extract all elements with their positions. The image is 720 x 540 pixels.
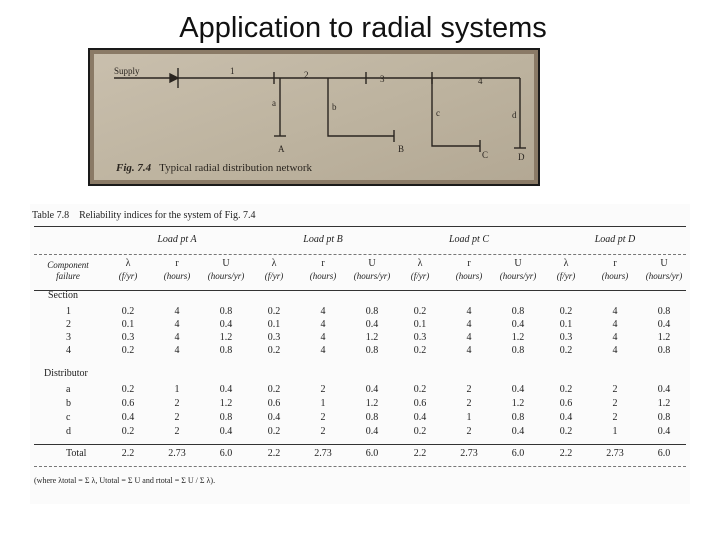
distributor-label-b: b <box>332 102 337 112</box>
total-row-cell: 2.2 <box>121 448 135 459</box>
component-header-line1: Component <box>47 260 89 270</box>
distributor-row-cell: 2 <box>174 426 180 437</box>
distributor-row-cell: 0.2 <box>267 426 281 437</box>
section-row-cell: 0.1 <box>413 319 427 330</box>
distributor-row-cell: 0.4 <box>511 384 525 395</box>
section-row-cell: 4 <box>612 319 618 330</box>
table-caption-label: Table 7.8 <box>32 210 70 221</box>
distributor-row-cell: 1 <box>174 384 180 395</box>
unit-label: (hours/yr) <box>645 271 683 281</box>
distributor-row-cell: 1.2 <box>219 398 233 409</box>
distributor-row-cell: 0.2 <box>413 384 427 395</box>
section-row-cell: 4 <box>612 332 618 343</box>
section-row-cell: 0.4 <box>219 319 233 330</box>
section-row-cell: 0.2 <box>559 306 573 317</box>
distributor-row-cell: 0.2 <box>121 426 135 437</box>
distributor-row-cell: 2 <box>612 398 618 409</box>
distributor-row-cell: 1 <box>466 412 472 423</box>
distributor-row-cell: 0.8 <box>511 412 525 423</box>
distributor-row-cell: 2 <box>466 398 472 409</box>
unit-symbol: λ <box>125 258 131 269</box>
figure-caption-number: Fig. 7.4 <box>116 162 152 174</box>
table-top-rule <box>34 226 686 227</box>
total-row-cell: 6.0 <box>511 448 525 459</box>
distributor-row-cell: 2 <box>466 426 472 437</box>
unit-label: (hours/yr) <box>207 271 245 281</box>
section-row-cell: 4 <box>174 319 180 330</box>
section-row-cell: 0.8 <box>219 306 233 317</box>
unit-label: (hours/yr) <box>353 271 391 281</box>
section-row-cell: 1.2 <box>219 332 233 343</box>
distributor-row-cell: 2 <box>320 426 326 437</box>
total-row-cell: 6.0 <box>365 448 379 459</box>
load-point-header: Load pt D <box>594 234 636 245</box>
unit-symbol: U <box>368 258 376 269</box>
unit-symbol: r <box>467 258 471 269</box>
distributor-row-cell: 0.4 <box>219 384 233 395</box>
total-row-cell: 2.2 <box>559 448 573 459</box>
load-label-C: C <box>482 150 489 160</box>
table-caption <box>32 210 255 221</box>
section-label-2: 2 <box>304 70 309 80</box>
section-row-cell: 0.3 <box>559 332 573 343</box>
section-row-label: 3 <box>66 332 71 343</box>
distributor-row-cell: 2 <box>466 384 472 395</box>
section-label-4: 4 <box>478 76 483 86</box>
distributor-label-c: c <box>436 108 440 118</box>
distributor-row-cell: 0.4 <box>657 384 671 395</box>
distributor-row-cell: 0.4 <box>657 426 671 437</box>
section-row-cell: 4 <box>612 345 618 356</box>
section-row-cell: 4 <box>320 306 326 317</box>
unit-symbol: r <box>613 258 617 269</box>
section-row-cell: 0.8 <box>511 345 525 356</box>
table-caption-text: Reliability indices for the system of Fig. 7.4 <box>79 210 256 221</box>
component-header-line2: failure <box>56 271 80 281</box>
section-row-cell: 4 <box>466 332 472 343</box>
distributor-row-cell: 2 <box>320 384 326 395</box>
total-row-cell: 6.0 <box>657 448 671 459</box>
table-bottom-rule <box>34 466 686 467</box>
table-header-rule <box>34 254 686 255</box>
distributor-label-a: a <box>272 98 276 108</box>
section-row-cell: 0.2 <box>267 306 281 317</box>
total-row-cell: 2.2 <box>413 448 427 459</box>
section-row-cell: 0.8 <box>657 345 671 356</box>
section-row-cell: 0.2 <box>121 306 135 317</box>
distributor-row-cell: 0.4 <box>365 384 379 395</box>
load-point-header: Load pt C <box>448 234 490 245</box>
unit-symbol: U <box>660 258 668 269</box>
total-row-cell: 2.73 <box>314 448 332 459</box>
distributor-row-cell: 2 <box>612 384 618 395</box>
distributor-row-cell: 0.8 <box>365 412 379 423</box>
section-row-cell: 0.4 <box>657 319 671 330</box>
section-row-cell: 4 <box>612 306 618 317</box>
distributor-row-cell: 0.4 <box>121 412 135 423</box>
section-label-1: 1 <box>230 66 235 76</box>
distributor-row-cell: 0.6 <box>121 398 135 409</box>
total-row-cell: 2.73 <box>606 448 624 459</box>
section-row-label: 4 <box>66 345 71 356</box>
section-row-cell: 0.8 <box>365 345 379 356</box>
load-label-A: A <box>278 144 285 154</box>
section-row-cell: 4 <box>174 345 180 356</box>
distributor-row-cell: 0.2 <box>267 384 281 395</box>
supply-arrow <box>170 74 178 82</box>
distributor-row-cell: 0.6 <box>559 398 573 409</box>
distributor-row-cell: 0.8 <box>219 412 233 423</box>
section-row-cell: 0.4 <box>365 319 379 330</box>
total-row-cell: 2.2 <box>267 448 281 459</box>
section-row-cell: 0.8 <box>219 345 233 356</box>
unit-label: (hours) <box>455 271 483 281</box>
section-row-cell: 0.1 <box>267 319 281 330</box>
distributor-row-label: c <box>66 412 71 423</box>
reliability-table <box>30 204 690 504</box>
section-row-cell: 0.1 <box>121 319 135 330</box>
section-row-cell: 1.2 <box>657 332 671 343</box>
distributor-heading: Distributor <box>44 368 88 379</box>
distributor-row-cell: 1.2 <box>511 398 525 409</box>
distributor-row-cell: 2 <box>174 398 180 409</box>
unit-label: (hours) <box>309 271 337 281</box>
total-row-label: Total <box>66 448 87 459</box>
figure-caption <box>116 162 312 174</box>
unit-label: (hours/yr) <box>499 271 537 281</box>
figure-caption-text: Typical radial distribution network <box>159 162 313 174</box>
distributor-row-cell: 1.2 <box>657 398 671 409</box>
section-heading: Section <box>48 290 78 301</box>
distributor-row-cell: 0.4 <box>267 412 281 423</box>
figure-photo <box>88 48 540 186</box>
section-row-cell: 4 <box>174 332 180 343</box>
load-label-D: D <box>518 152 525 162</box>
branch-b <box>328 78 394 136</box>
distributor-row-cell: 0.4 <box>511 426 525 437</box>
section-row-cell: 1.2 <box>511 332 525 343</box>
total-row-cell: 2.73 <box>460 448 478 459</box>
table-units-rule <box>34 290 686 291</box>
section-row-cell: 4 <box>466 306 472 317</box>
distributor-row-cell: 0.2 <box>413 426 427 437</box>
distributor-row-cell: 2 <box>612 412 618 423</box>
total-row-cell: 6.0 <box>219 448 233 459</box>
section-row-cell: 0.3 <box>121 332 135 343</box>
section-row-cell: 0.3 <box>413 332 427 343</box>
unit-symbol: λ <box>417 258 423 269</box>
distributor-row-cell: 1.2 <box>365 398 379 409</box>
distributor-row-label: d <box>66 426 71 437</box>
section-row-cell: 0.8 <box>657 306 671 317</box>
distributor-row-cell: 0.4 <box>219 426 233 437</box>
distributor-row-cell: 0.8 <box>657 412 671 423</box>
load-point-header: Load pt B <box>303 234 343 245</box>
section-row-cell: 4 <box>174 306 180 317</box>
unit-label: (f/yr) <box>118 271 138 281</box>
table-total-rule <box>34 444 686 445</box>
section-row-cell: 4 <box>466 345 472 356</box>
unit-symbol: U <box>514 258 522 269</box>
load-label-B: B <box>398 144 405 154</box>
section-row-cell: 0.1 <box>559 319 573 330</box>
section-row-label: 1 <box>66 306 71 317</box>
unit-symbol: r <box>175 258 179 269</box>
section-row-cell: 0.2 <box>413 306 427 317</box>
distributor-row-cell: 0.2 <box>559 384 573 395</box>
distributor-label-d: d <box>512 110 517 120</box>
section-label-3: 3 <box>380 74 385 84</box>
distributor-row-cell: 0.2 <box>121 384 135 395</box>
unit-symbol: λ <box>271 258 277 269</box>
distributor-row-cell: 0.6 <box>267 398 281 409</box>
section-row-cell: 1.2 <box>365 332 379 343</box>
section-row-cell: 0.3 <box>267 332 281 343</box>
section-row-cell: 0.4 <box>511 319 525 330</box>
load-point-header: Load pt A <box>157 234 197 245</box>
section-row-cell: 0.8 <box>511 306 525 317</box>
distributor-row-cell: 0.2 <box>559 426 573 437</box>
distributor-row-label: b <box>66 398 71 409</box>
unit-label: (hours) <box>601 271 629 281</box>
section-row-cell: 4 <box>320 332 326 343</box>
distributor-row-label: a <box>66 384 71 395</box>
section-row-label: 2 <box>66 319 71 330</box>
slide-title: Application to radial systems <box>179 12 547 44</box>
distributor-row-cell: 0.6 <box>413 398 427 409</box>
section-row-cell: 0.2 <box>267 345 281 356</box>
distributor-row-cell: 1 <box>320 398 326 409</box>
distributor-row-cell: 1 <box>612 426 618 437</box>
unit-symbol: λ <box>563 258 569 269</box>
unit-symbol: U <box>222 258 230 269</box>
table-footnote: (where λtotal = Σ λ, Utotal = Σ U and rtotal = Σ U / Σ λ). <box>34 476 216 485</box>
unit-label: (f/yr) <box>410 271 430 281</box>
distributor-row-cell: 0.4 <box>559 412 573 423</box>
section-row-cell: 4 <box>320 345 326 356</box>
distributor-row-cell: 2 <box>174 412 180 423</box>
distributor-row-cell: 0.4 <box>365 426 379 437</box>
section-row-cell: 4 <box>466 319 472 330</box>
component-failure-header <box>38 260 98 282</box>
section-row-cell: 0.2 <box>121 345 135 356</box>
unit-label: (f/yr) <box>264 271 284 281</box>
supply-label: Supply <box>114 66 140 76</box>
unit-label: (f/yr) <box>556 271 576 281</box>
unit-symbol: r <box>321 258 325 269</box>
section-row-cell: 0.8 <box>365 306 379 317</box>
distributor-row-cell: 0.4 <box>413 412 427 423</box>
section-row-cell: 0.2 <box>413 345 427 356</box>
unit-label: (hours) <box>163 271 191 281</box>
section-row-cell: 0.2 <box>559 345 573 356</box>
distributor-row-cell: 2 <box>320 412 326 423</box>
total-row-cell: 2.73 <box>168 448 186 459</box>
section-row-cell: 4 <box>320 319 326 330</box>
